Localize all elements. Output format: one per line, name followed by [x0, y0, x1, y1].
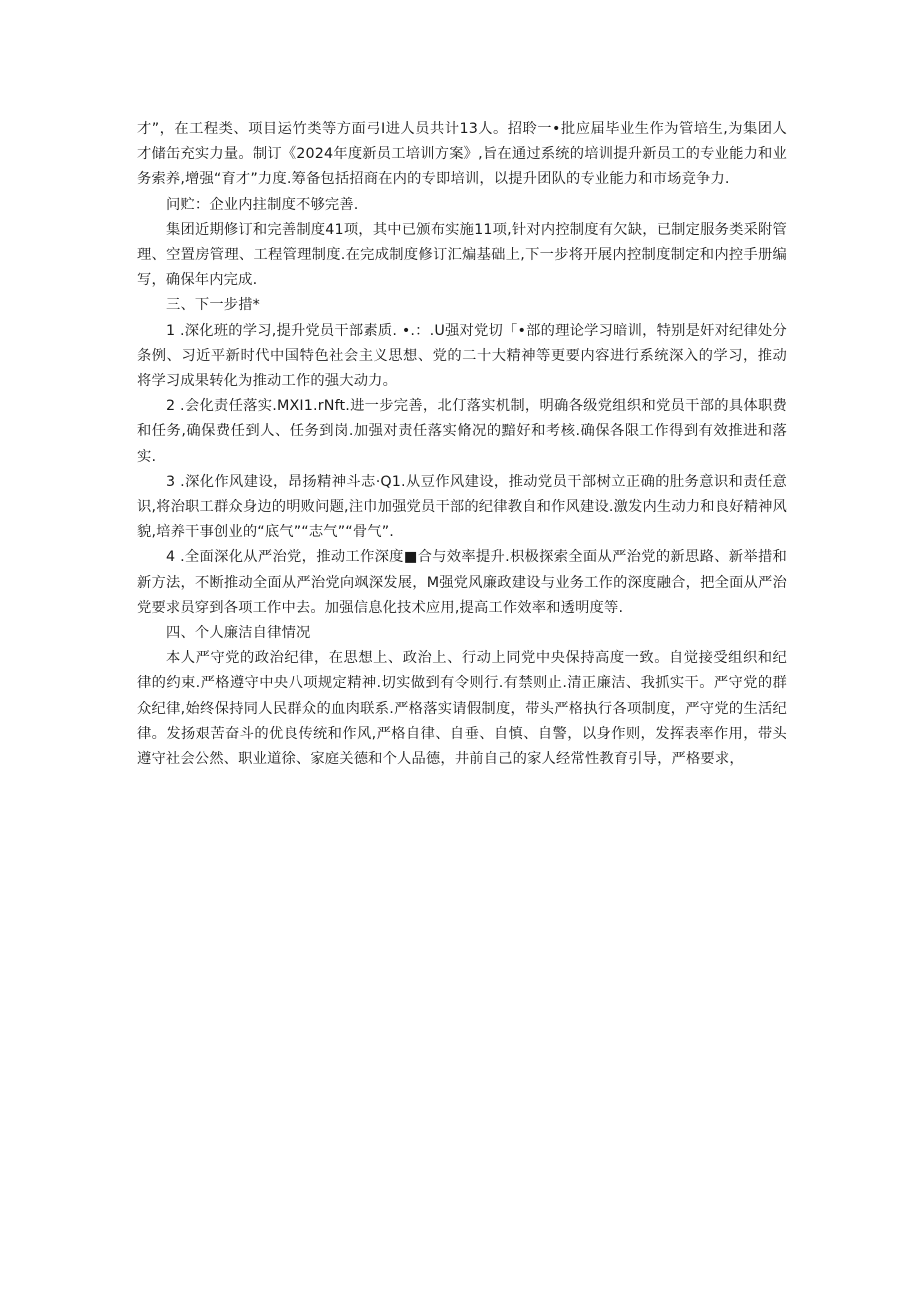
paragraph-problem-statement: 问贮：企业内拄制度不够完善.: [166, 196, 359, 213]
section-heading-next-steps: 三、下一步措*: [166, 297, 260, 314]
list-item-1-study: 1 .深化班的学习,提升党员干部素质. •.：.U强对党切「•部的理论学习暗训，特别是奸对纪律处分条例、习近平新时代中国特色社会主义思想、党的二十大精神等更要内容进行系统深入的学习，推动将学习成果转化为推动工作的强大动力。: [137, 322, 787, 390]
list-item-2-responsibility: 2 .会化责任落实.MXI1.rNft.进一步完善，北仃落实机制，明确各级党组织和党员干部的具体职费和任务,确保费任到人、任务到岗.加强对责任落实脩况的黯好和考核.确保各限工作得到有效推进和落实.: [137, 398, 787, 465]
paragraph-talent-recruitment: 才”，在工程类、项目运竹类等方面弓I进人员共计13人。招聆一•批应届毕业生作为管培生,为集团人才储缶充实力量。制订《2024年度新员工培训方案》,旨在通过系统的培训提升新员工的专业能力和业务索养,增强“育才”力度.筹备包括招商在内的专即培训，以提升团队的专业能力和市场竞争力.: [137, 121, 787, 188]
paragraph-system-revision: 集团近期修订和完善制度41项，其中已颁布实施11项,针对内控制度有欠缺，已制定服务类采附管理、空置房管理、工程管理制度.在完成制度修订汇煸基础上,下一步将开展内控制度制定和内控手册编写，确保年内完成.: [137, 221, 787, 289]
list-item-4-party-governance: 4 .全面深化从严治党，推动工作深度■合与效率提升.枳极探索全面从严治党的新思路、新举措和新方法，不断推动全面从严治党向飒深发展，M强党风廉政建设与业务工作的深度融合，把全面从严治党要求员穿到各项工作中去。加强信息化技术应用,提高工作效率和透明度等.: [137, 549, 787, 616]
document-body: [137, 117, 787, 772]
section-heading-self-discipline: 四、个人廉洁自律情况: [166, 625, 311, 642]
paragraph-self-discipline: 本人严守党的政治纪律，在思想上、政治上、行动上同党中央保持高度一致。自觉接受组织和纪律的约束.严格遵守中央八项规定精神.切实做到有令则行.有禁则止.清正廉洁、我抓实干。严守党的群众纪律,始终保持同人民群众的血肉联系.严格落实请假制度，带头严格执行各项制度，严守党的生活纪律。发扬艰苦奋斗的优良传统和作风,严格自律、自垂、自慎、自警，以身作则，发挥表率作用，带头遵守社会公然、职业道徐、家庭关德和个人品德，井前自己的家人经常性教育引导，严格要求，: [137, 650, 787, 768]
list-item-3-work-style: 3 .深化作风建设，昂扬精神斗志·Q1.从豆作风建设，推动党员干部树立正确的肚务意识和责任意识,将治职工群众身边的明败问题,注巾加强党员干部的纪律教自和作风建设.激发内生动力和良好精神风貌,培养干事创业的“底气”“志气”“骨气”.: [137, 473, 787, 541]
